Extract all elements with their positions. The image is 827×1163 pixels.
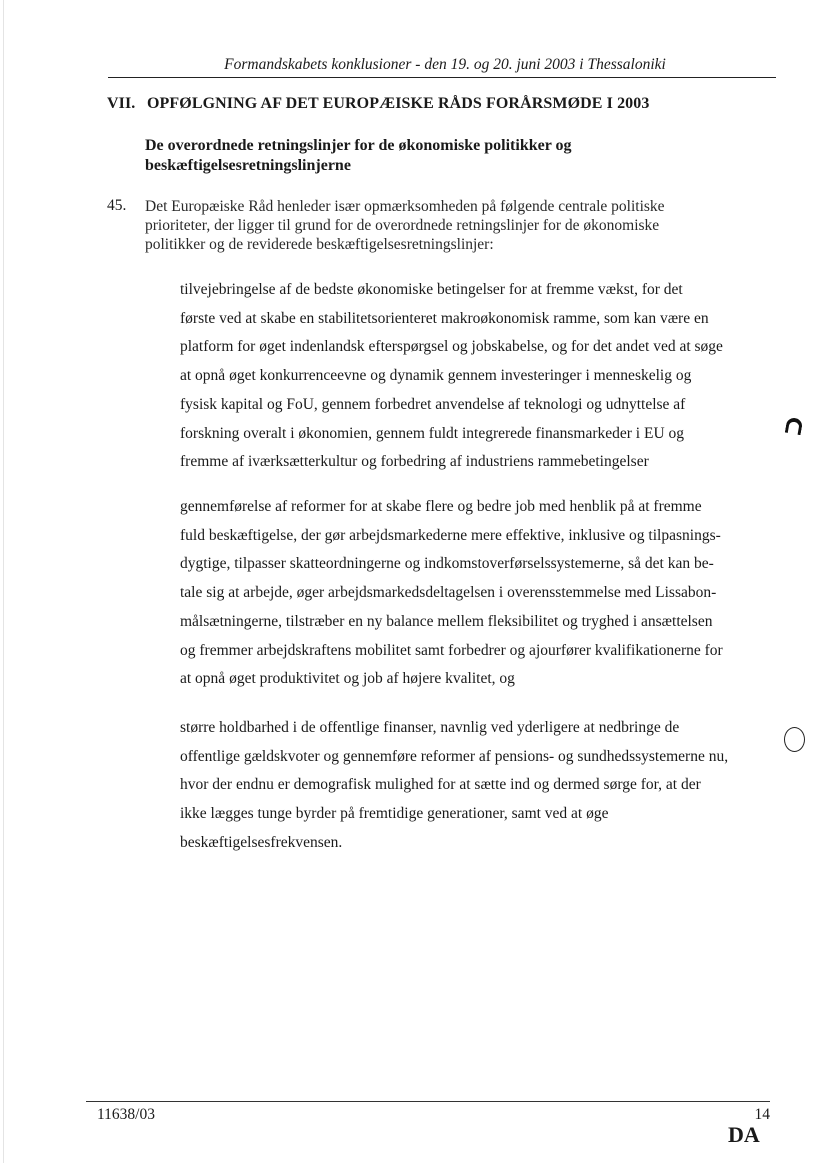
bullet-line: målsætningerne, tilstræber en ny balance mellem fleksibilitet og tryghed i ansættelsen (180, 612, 713, 630)
bullet-line: tale sig at arbejde, øger arbejdsmarkedsdeltagelsen i overensstemmelse med Lissabon- (180, 584, 717, 602)
bullet-line: beskæftigelsesfrekvensen. (180, 833, 343, 851)
bullet-line: tilvejebringelse af de bedste økonomiske betingelser for at fremme vækst, for det (180, 281, 683, 298)
bullet-line: fuld beskæftigelse, der gør arbejdsmarkederne mere effektive, inklusive og tilpasnings- (180, 526, 721, 544)
bullet-line: at opnå øget konkurrenceevne og dynamik gennem investeringer i menneskelig og (180, 367, 692, 385)
section-heading (107, 95, 649, 113)
scan-mark-arc-icon (785, 417, 804, 436)
language-code: DA (728, 1122, 760, 1147)
subheading-line: beskæftigelsesretningslinjerne (145, 157, 351, 174)
page-number: 14 (754, 1106, 770, 1123)
paragraph-line: prioriteter, der ligger til grund for de overordnede retningslinjer for de økonomiske (145, 217, 660, 234)
bullet-line: fremme af iværksætterkultur og forbedring af industriens rammebetingelser (180, 453, 649, 471)
footer-divider (86, 1101, 770, 1102)
bullet-line: forskning overalt i økonomien, gennem fuldt integrerede finansmarkeder i EU og (180, 424, 685, 442)
subheading-line: De overordnede retningslinjer for de økonomiske politikker og (145, 137, 572, 154)
bullet-line: offentlige gældskvoter og gennemføre reformer af pensions- og sundhedssystemerne nu, (180, 747, 729, 765)
document-number: 11638/03 (97, 1106, 155, 1123)
bullet-item-growth (180, 276, 770, 477)
bullet-line: ikke lægges tunge byrder på fremtidige generationer, samt ved at øge (180, 805, 609, 823)
scan-margin-line (3, 0, 4, 1163)
paragraph-number: 45. (107, 197, 127, 214)
bullet-item-public-finances (180, 714, 770, 858)
paragraph-line: Det Europæiske Råd henleder især opmærksomheden på følgende centrale politiske (145, 198, 665, 215)
bullet-line: dygtige, tilpasser skatteordningerne og indkomstoverførselssystemerne, så det kan be- (180, 555, 714, 573)
section-title: OPFØLGNING AF DET EUROPÆISKE RÅDS FORÅRSMØDE I 2003 (147, 95, 650, 112)
running-header: Formandskabets konklusioner - den 19. og 20. juni 2003 i Thessaloniki (224, 56, 666, 73)
bullet-line: og fremmer arbejdskraftens mobilitet samt forbedrer og ajourfører kvalifikationerne for (180, 641, 723, 659)
subheading (145, 136, 705, 176)
bullet-line: første ved at skabe en stabilitetsorienteret makroøkonomisk ramme, som kan være en (180, 309, 709, 327)
paragraph-line: politikker og de reviderede beskæftigelsesretningslinjer: (145, 236, 494, 253)
bullet-line: at opnå øget produktivitet og job af højere kvalitet, og (180, 670, 515, 688)
section-number: VII. (107, 95, 136, 112)
bullet-line: fysisk kapital og FoU, gennem forbedret anvendelse af teknologi og udnyttelse af (180, 395, 686, 413)
bullet-item-employment (180, 493, 770, 694)
scan-mark-circle-icon (784, 727, 805, 752)
bullet-line: større holdbarhed i de offentlige finanser, navnlig ved yderligere at nedbringe de (180, 719, 680, 736)
paragraph-text (145, 197, 765, 254)
bullet-line: platform for øget indenlandsk efterspørgsel og jobskabelse, og for det andet ved at søge (180, 338, 723, 356)
bullet-line: hvor der endnu er demografisk mulighed for at sætte ind og dermed sørge for, at der (180, 776, 701, 794)
header-divider (108, 77, 776, 78)
bullet-line: gennemførelse af reformer for at skabe flere og bedre job med henblik på at fremme (180, 498, 702, 515)
